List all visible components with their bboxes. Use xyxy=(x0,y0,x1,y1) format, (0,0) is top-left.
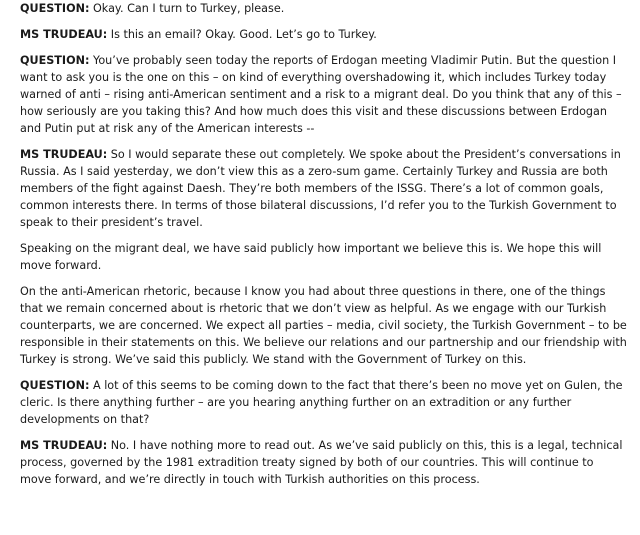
paragraph-text: You’ve probably seen today the reports of Erdogan meeting Vladimir Putin. But the question I want to ask you is the one on this – on kind of everything overshadowing it, which includes Turkey today warned of anti – rising anti-American sentiment and a risk to a migrant deal. Do you think that any of this – how seriously are you taking this? And how much does this visit and these discussions between Erdogan and Putin put at risk any of the American interests -- xyxy=(20,54,622,135)
paragraph-text: A lot of this seems to be coming down to the fact that there’s been no move yet on Gulen, the cleric. Is there anything further – are you hearing anything further on an extradition or any further developments on that? xyxy=(20,379,623,426)
speaker-label: QUESTION: xyxy=(20,379,90,392)
speaker-label: MS TRUDEAU: xyxy=(20,28,108,41)
speaker-label: MS TRUDEAU: xyxy=(20,148,108,161)
paragraph-text: Is this an email? Okay. Good. Let’s go to Turkey. xyxy=(107,28,377,41)
paragraph-text: So I would separate these out completely. We spoke about the President’s conversations in Russia. As I said yesterday, we don’t view this as a zero-sum game. Certainly Turkey and Russia are both members of the fight against Daesh. They’re both members of the ISSG. There’s a lot of common goals, common interests there. In terms of those bilateral discussions, I’d refer you to the Turkish Government to speak to their president’s travel. xyxy=(20,148,621,229)
speaker-label: MS TRUDEAU: xyxy=(20,439,108,452)
paragraph-answer-1 xyxy=(20,26,628,43)
paragraph-question-2 xyxy=(20,52,628,137)
paragraph-question-3 xyxy=(20,377,628,428)
paragraph-text: No. I have nothing more to read out. As we’ve said publicly on this, this is a legal, technical process, governed by the 1981 extradition treaty signed by both of our countries. This will continue to move forward, and we’re directly in touch with Turkish authorities on this process. xyxy=(20,439,623,486)
paragraph-answer-2-continued xyxy=(20,240,628,274)
paragraph-text: Speaking on the migrant deal, we have said publicly how important we believe this is. We hope this will move forward. xyxy=(20,242,602,272)
paragraph-answer-3 xyxy=(20,437,628,488)
paragraph-answer-2 xyxy=(20,146,628,231)
paragraph-question-1 xyxy=(20,0,628,17)
paragraph-text: Okay. Can I turn to Turkey, please. xyxy=(89,2,285,15)
speaker-label: QUESTION: xyxy=(20,2,90,15)
paragraph-text: On the anti-American rhetoric, because I know you had about three questions in there, one of the things that we remain concerned about is rhetoric that we don’t view as helpful. As we engage with our Turkish counterparts, we are concerned. We expect all parties – media, civil society, the Turkish Government – to be responsible in their statements on this. We believe our relations and our partnership and our friendship with Turkey is strong. We’ve said this publicly. We stand with the Government of Turkey on this. xyxy=(20,285,627,366)
speaker-label: QUESTION: xyxy=(20,54,90,67)
paragraph-answer-2-rhetoric xyxy=(20,283,628,368)
